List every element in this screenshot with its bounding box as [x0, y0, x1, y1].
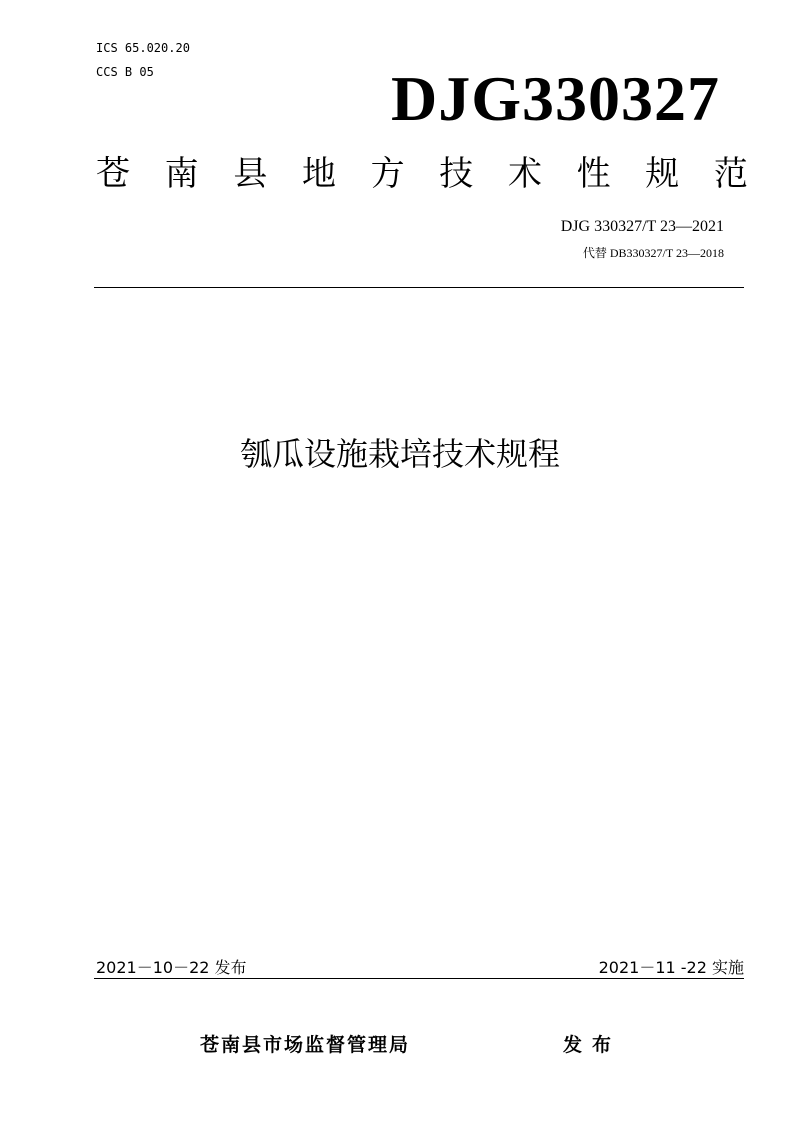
replaces-standard: 代替 DB330327/T 23—2018 [582, 246, 724, 260]
footer-divider [94, 978, 744, 979]
issue-label: 发布 [563, 1034, 622, 1056]
standard-series-code: DJG330327 [391, 63, 720, 134]
category-char: 苍 [96, 154, 130, 194]
category-char: 范 [713, 154, 748, 194]
category-char: 南 [164, 154, 199, 194]
category-char: 地 [301, 154, 336, 194]
category-char: 技 [439, 154, 474, 194]
implement-date: 2021－11 -22 实施 [598, 958, 744, 977]
header-divider [94, 287, 744, 288]
category-char: 术 [507, 154, 542, 194]
ics-code: ICS 65.020.20 [96, 41, 190, 55]
standard-number: DJG 330327/T 23—2021 [560, 218, 724, 235]
ccs-code: CCS B 05 [96, 65, 154, 79]
category-char: 性 [576, 154, 611, 194]
category-char: 方 [370, 154, 405, 194]
issuing-authority: 苍南县市场监督管理局 [200, 1034, 411, 1056]
standard-category-title [96, 152, 748, 196]
document-title: 瓠瓜设施栽培技术规程 [239, 435, 560, 473]
publish-date: 2021－10－22 发布 [96, 958, 247, 977]
category-char: 规 [645, 154, 680, 194]
category-char: 县 [233, 154, 268, 194]
